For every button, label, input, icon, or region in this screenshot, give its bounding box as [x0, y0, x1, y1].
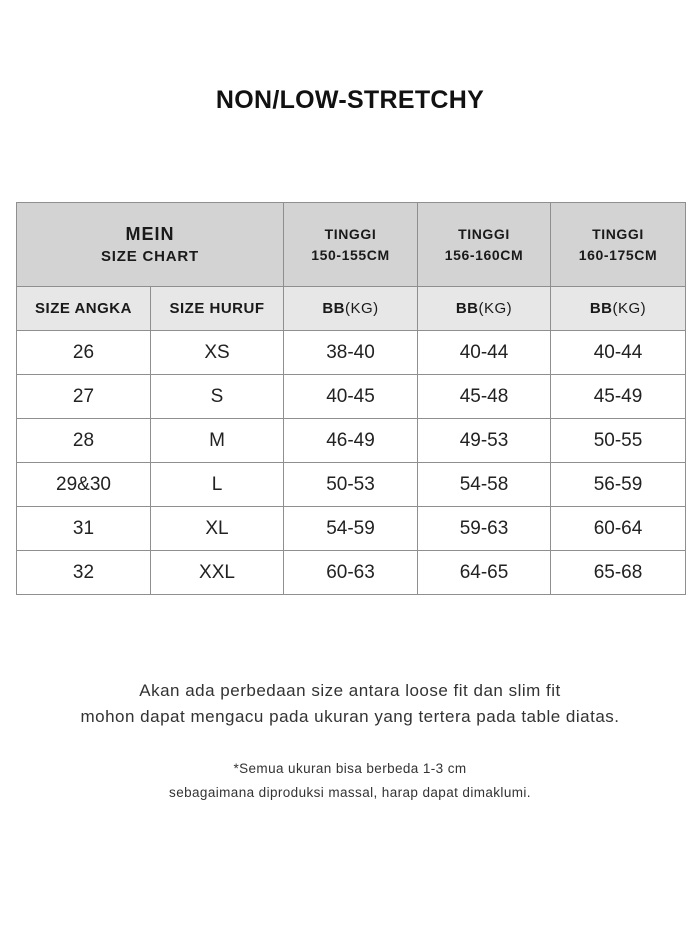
fit-note-line-1: Akan ada perbedaan size antara loose fit dan slim fit [139, 681, 561, 700]
brand-name: MEIN [125, 224, 175, 245]
size-huruf-cell: M [151, 419, 284, 463]
size-angka-cell: 32 [17, 551, 151, 595]
weight-cell: 64-65 [418, 551, 551, 595]
weight-cell: 49-53 [418, 419, 551, 463]
table-row [17, 463, 686, 507]
bb-unit: (KG) [478, 300, 513, 317]
bb-label: BB [322, 300, 345, 317]
height-range: 156-160CM [444, 246, 524, 263]
size-huruf-cell: L [151, 463, 284, 507]
bb-label: BB [589, 300, 613, 317]
table-row [17, 419, 686, 463]
size-angka-cell: 31 [17, 507, 151, 551]
size-angka-cell: 27 [17, 375, 151, 419]
weight-cell: 65-68 [551, 551, 686, 595]
brand-header-cell [17, 203, 284, 287]
tolerance-note-line-1: *Semua ukuran bisa berbeda 1-3 cm [233, 761, 467, 776]
height-label: TINGGI [592, 226, 644, 243]
height-header-1 [284, 203, 418, 287]
table-header-row [17, 203, 686, 287]
fit-note [0, 678, 700, 730]
height-header-3 [551, 203, 686, 287]
weight-header-1 [284, 287, 418, 331]
page-title: NON/LOW-STRETCHY [215, 86, 485, 114]
weight-cell: 56-59 [551, 463, 686, 507]
bb-unit: (KG) [612, 300, 647, 317]
size-chart-table [16, 202, 686, 595]
weight-cell: 45-49 [551, 375, 686, 419]
weight-cell: 40-44 [418, 331, 551, 375]
weight-cell: 54-59 [284, 507, 418, 551]
weight-header-2 [418, 287, 551, 331]
weight-cell: 40-44 [551, 331, 686, 375]
weight-cell: 46-49 [284, 419, 418, 463]
size-huruf-header: SIZE HURUF [151, 287, 284, 331]
bb-unit: (KG) [345, 300, 379, 317]
height-range: 160-175CM [578, 246, 658, 263]
weight-cell: 38-40 [284, 331, 418, 375]
chart-subtitle: SIZE CHART [101, 247, 199, 265]
bb-label: BB [455, 300, 479, 317]
table-row [17, 507, 686, 551]
size-huruf-cell: XL [151, 507, 284, 551]
weight-header-3 [551, 287, 686, 331]
height-label: TINGGI [458, 226, 510, 243]
weight-cell: 59-63 [418, 507, 551, 551]
tolerance-note-line-2: sebagaimana diproduksi massal, harap dapat dimaklumi. [169, 785, 531, 800]
size-huruf-cell: XXL [151, 551, 284, 595]
weight-cell: 50-55 [551, 419, 686, 463]
size-huruf-cell: XS [151, 331, 284, 375]
tolerance-note [0, 757, 700, 805]
height-range: 150-155CM [311, 246, 390, 263]
height-header-2 [418, 203, 551, 287]
table-row [17, 551, 686, 595]
size-huruf-cell: S [151, 375, 284, 419]
size-angka-cell: 29&30 [17, 463, 151, 507]
table-row [17, 375, 686, 419]
fit-note-line-2: mohon dapat mengacu pada ukuran yang tertera pada table diatas. [80, 707, 620, 726]
weight-cell: 60-64 [551, 507, 686, 551]
table-row [17, 331, 686, 375]
weight-cell: 50-53 [284, 463, 418, 507]
table-subheader-row [17, 287, 686, 331]
weight-cell: 40-45 [284, 375, 418, 419]
size-angka-cell: 26 [17, 331, 151, 375]
weight-cell: 54-58 [418, 463, 551, 507]
size-angka-header: SIZE ANGKA [17, 287, 151, 331]
height-label: TINGGI [324, 226, 377, 243]
weight-cell: 60-63 [284, 551, 418, 595]
size-angka-cell: 28 [17, 419, 151, 463]
weight-cell: 45-48 [418, 375, 551, 419]
